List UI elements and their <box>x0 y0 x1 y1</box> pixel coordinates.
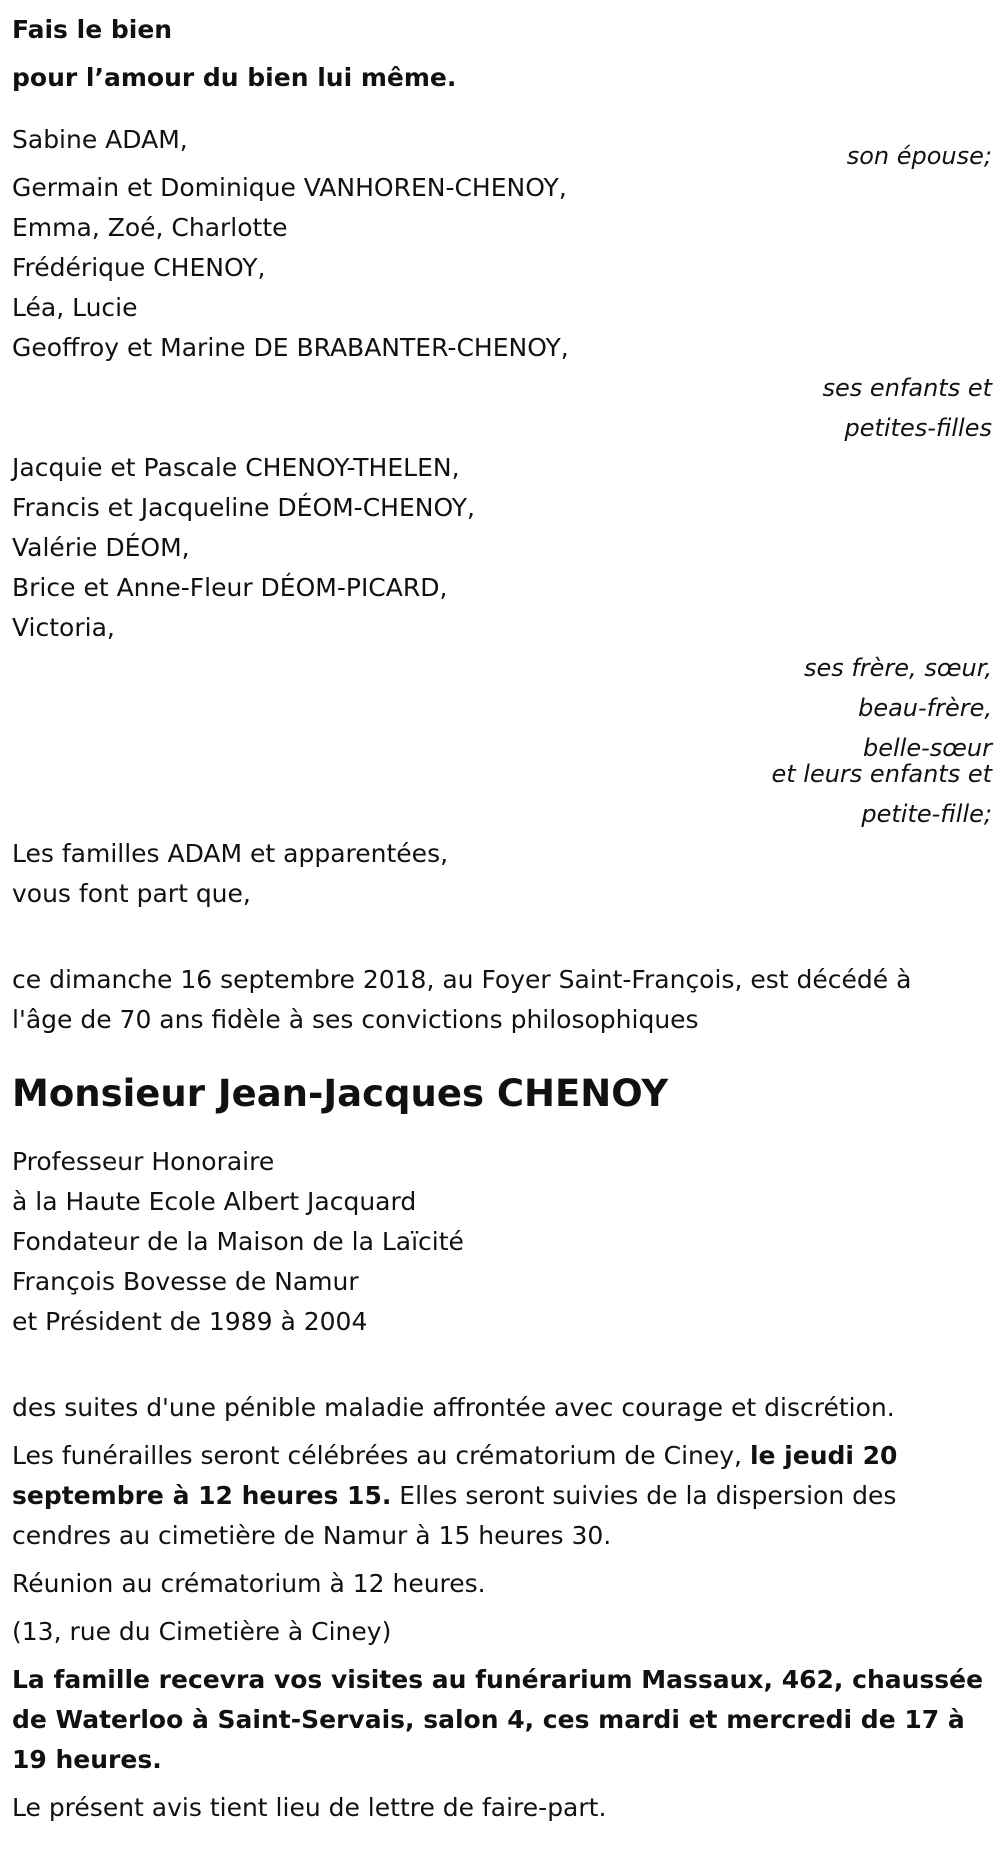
deceased-title-line: Fondateur de la Maison de la Laïcité <box>12 1227 464 1256</box>
death-line-2: l'âge de 70 ans fidèle à ses convictions philosophiques <box>12 1005 699 1034</box>
child-line: Léa, Lucie <box>12 293 138 322</box>
sibling-line: Francis et Jacqueline DÉOM-CHENOY, <box>12 493 475 522</box>
death-line-1: ce dimanche 16 septembre 2018, au Foyer Saint-François, est décédé à <box>12 965 912 994</box>
address-paragraph: (13, rue du Cimetière à Ciney) <box>12 1617 392 1646</box>
meeting-paragraph: Réunion au crématorium à 12 heures. <box>12 1569 486 1598</box>
deceased-name: Monsieur Jean-Jacques CHENOY <box>12 1072 669 1115</box>
motto-line-1: Fais le bien <box>12 15 173 44</box>
deceased-title-line: François Bovesse de Namur <box>12 1267 359 1296</box>
families-line: Les familles ADAM et apparentées, <box>12 839 449 868</box>
motto-line-2: pour l’amour du bien lui même. <box>12 63 457 92</box>
deceased-title-line: Professeur Honoraire <box>12 1147 275 1176</box>
notice-paragraph: Le présent avis tient lieu de lettre de faire-part. <box>12 1793 607 1822</box>
siblings-role-line: et leurs enfants et <box>771 760 992 788</box>
families-line: vous font part que, <box>12 879 251 908</box>
obituary-notice <box>12 6 992 1836</box>
spouse-name: Sabine ADAM, <box>12 125 188 154</box>
sibling-line: Brice et Anne-Fleur DÉOM-PICARD, <box>12 573 448 602</box>
deceased-title-line: et Président de 1989 à 2004 <box>12 1307 368 1336</box>
funeral-text-post: Elles seront suivies de la dispersion des cendres au cimetière de Namur à 15 heures 30. <box>12 1481 897 1550</box>
sibling-line: Victoria, <box>12 613 115 642</box>
sibling-line: Valérie DÉOM, <box>12 533 190 562</box>
child-line: Germain et Dominique VANHOREN-CHENOY, <box>12 173 567 202</box>
children-role-line: ses enfants et <box>822 374 992 402</box>
funeral-date: le jeudi 20 septembre à 12 heures 15. <box>12 1441 898 1510</box>
illness-paragraph: des suites d'une pénible maladie affrontée avec courage et discrétion. <box>12 1393 895 1422</box>
funeral-paragraph <box>12 1436 987 1556</box>
siblings-role-line: petite-fille; <box>861 800 992 828</box>
child-line: Geoffroy et Marine DE BRABANTER-CHENOY, <box>12 333 569 362</box>
spouse-role: son épouse; <box>846 142 992 170</box>
siblings-role-line: ses frère, sœur, <box>803 654 992 682</box>
children-role-line: petites-filles <box>844 414 992 442</box>
child-line: Emma, Zoé, Charlotte <box>12 213 288 242</box>
child-line: Frédérique CHENOY, <box>12 253 266 282</box>
visits-paragraph: La famille recevra vos visites au funérarium Massaux, 462, chaussée de Waterloo à Saint-Servais, salon 4, ces mardi et mercredi de 17 à 19 heures. <box>12 1665 984 1774</box>
sibling-line: Jacquie et Pascale CHENOY-THELEN, <box>12 453 460 482</box>
siblings-role-line: belle-sœur <box>862 734 992 762</box>
funeral-text-pre: Les funérailles seront célébrées au crématorium de Ciney, <box>12 1441 750 1470</box>
deceased-title-line: à la Haute Ecole Albert Jacquard <box>12 1187 417 1216</box>
siblings-role-line: beau-frère, <box>858 694 992 722</box>
